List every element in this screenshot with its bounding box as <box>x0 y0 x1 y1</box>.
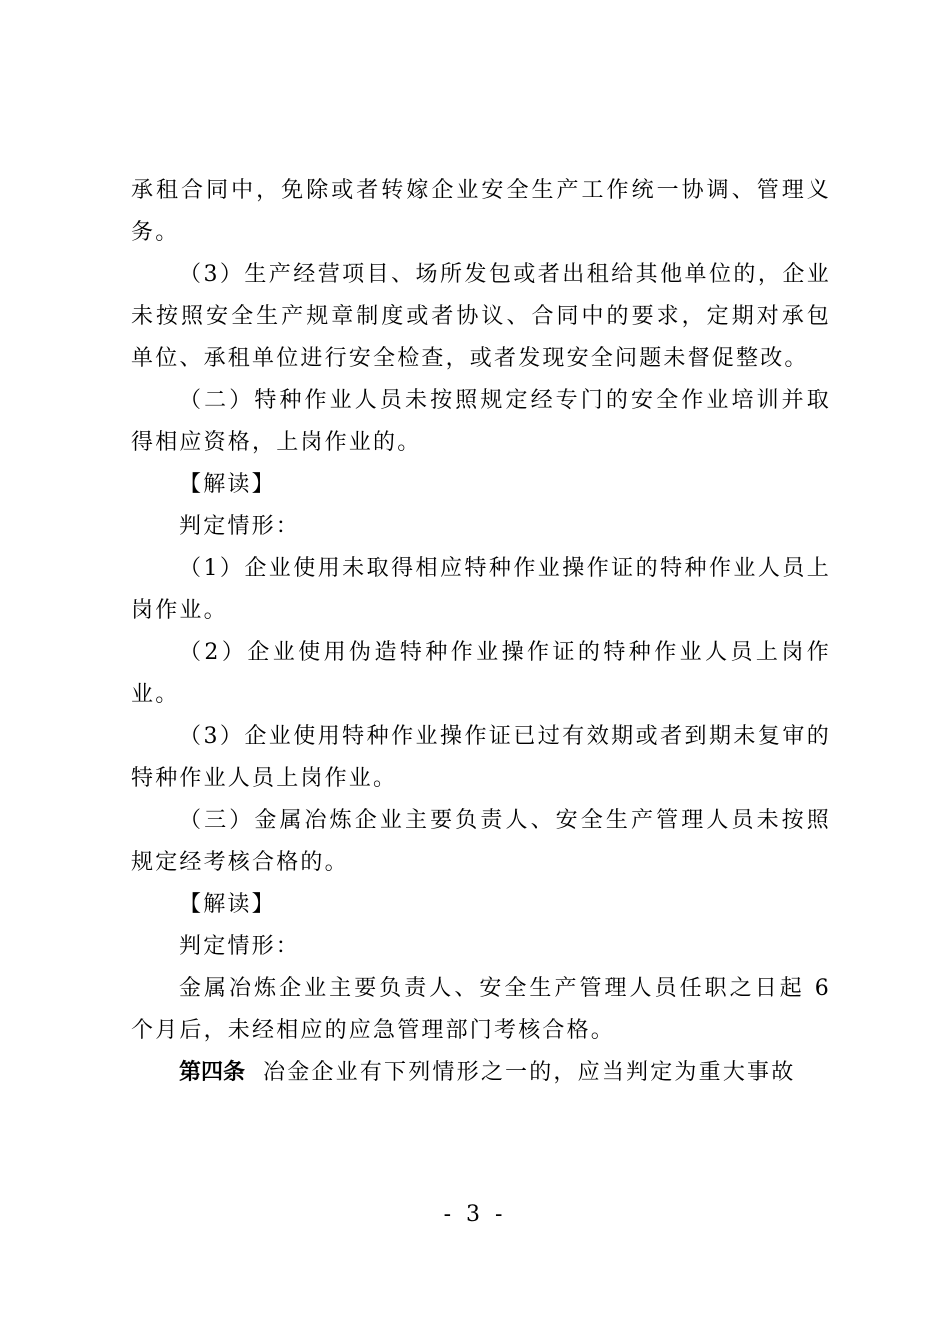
paragraph-criteria-heading: 判定情形： <box>179 514 301 539</box>
page-number: - 3 - <box>443 1202 507 1227</box>
article-label: 第四条 <box>179 1060 246 1085</box>
paragraph-item-3-subcontract: （3）生产经营项目、场所发包或者出租给其他单位的，企业未按照安全生产规章制度或者协议、合同中的要求，定期对承包单位、承租单位进行安全检查，或者发现安全问题未督促整改。 <box>131 262 831 371</box>
paragraph-section-2: （二）特种作业人员未按照规定经专门的安全作业培训并取得相应资格，上岗作业的。 <box>131 388 831 455</box>
paragraph-criteria-heading-2: 判定情形： <box>179 934 301 959</box>
paragraph-section-3: （三）金属冶炼企业主要负责人、安全生产管理人员未按照规定经考核合格的。 <box>131 808 831 875</box>
body-text <box>131 170 831 1094</box>
paragraph-continuation: 承租合同中，免除或者转嫁企业安全生产工作统一协调、管理义务。 <box>131 178 831 245</box>
paragraph-item-2: （2）企业使用伪造特种作业操作证的特种作业人员上岗作业。 <box>131 640 831 707</box>
paragraph-interpretation-heading: 【解读】 <box>179 472 276 497</box>
paragraph-item-3: （3）企业使用特种作业操作证已过有效期或者到期未复审的特种作业人员上岗作业。 <box>131 724 831 791</box>
paragraph-metal-smelting: 金属冶炼企业主要负责人、安全生产管理人员任职之日起 6 个月后，未经相应的应急管理部门考核合格。 <box>131 976 831 1043</box>
paragraph-item-1: （1）企业使用未取得相应特种作业操作证的特种作业人员上岗作业。 <box>131 556 831 623</box>
paragraph-article-4 <box>131 1052 831 1094</box>
paragraph-interpretation-heading-2: 【解读】 <box>179 892 276 917</box>
article-text: 冶金企业有下列情形之一的，应当判定为重大事故 <box>263 1060 796 1085</box>
